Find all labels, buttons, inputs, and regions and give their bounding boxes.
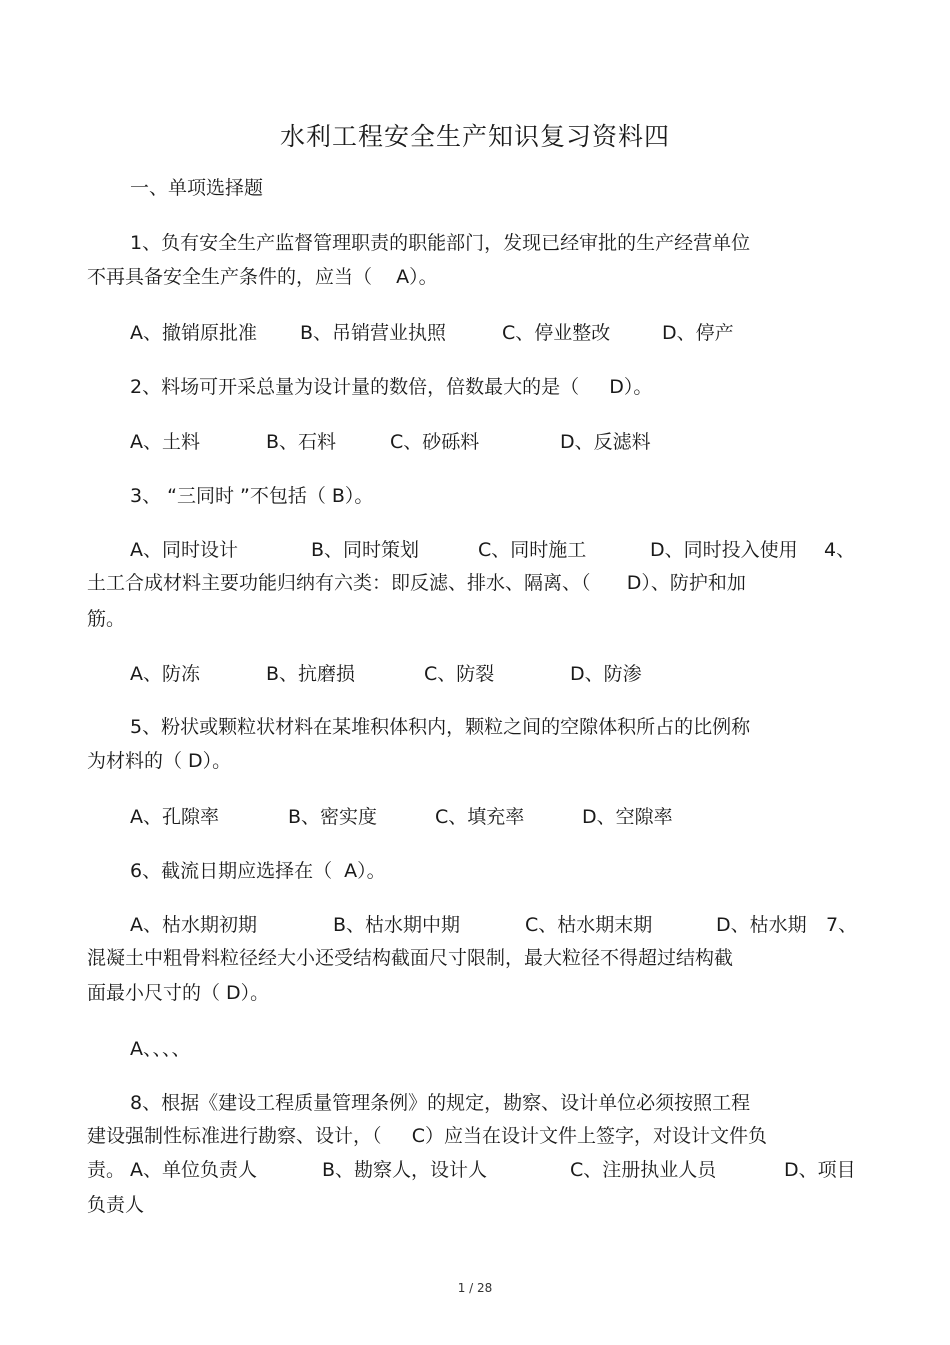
- question-3-line-1: 3、 “三同时 ”不包括（ B）。: [130, 485, 374, 507]
- question-1-line-1: 1、负有安全生产监督管理职责的职能部门，发现已经审批的生产经营单位: [130, 232, 751, 254]
- q1-option-b: B、吊销营业执照: [300, 322, 447, 344]
- q6-option-d: D、枯水期: [716, 914, 807, 936]
- q4-option-a: A、防冻: [130, 663, 200, 685]
- q2-option-b: B、石料: [266, 431, 337, 453]
- section-heading: 一、单项选择题: [130, 177, 264, 199]
- q1-option-c: C、停业整改: [502, 322, 611, 344]
- q6-option-c: C、枯水期末期: [525, 914, 653, 936]
- q2-option-c: C、砂砾料: [390, 431, 480, 453]
- q6-option-a: A、枯水期初期: [130, 914, 257, 936]
- q2-option-d: D、反滤料: [560, 431, 651, 453]
- question-8-line-3-prefix: 责。: [87, 1159, 126, 1181]
- question-4-line-2: 土工合成材料主要功能归纳有六类：即反滤、排水、隔离、（ D）、防护和加: [87, 572, 746, 594]
- q8-option-b: B、勘察人，设计人: [322, 1159, 488, 1181]
- question-7-line-2: 混凝土中粗骨料粒径经大小还受结构截面尺寸限制，最大粒径不得超过结构截: [87, 947, 734, 969]
- q5-option-d: D、空隙率: [582, 806, 673, 828]
- question-5-line-2: 为材料的（ D）。: [87, 750, 232, 772]
- document-title: 水利工程安全生产知识复习资料四: [279, 122, 670, 151]
- q8-option-d: D、项目: [784, 1159, 856, 1181]
- q7-options: A、、、、: [130, 1038, 191, 1060]
- question-7-number: 7、: [826, 914, 858, 936]
- q5-option-b: B、密实度: [288, 806, 378, 828]
- q8-option-c: C、注册执业人员: [570, 1159, 717, 1181]
- q3-option-d: D、同时投入使用: [650, 539, 798, 561]
- q5-option-a: A、孔隙率: [130, 806, 219, 828]
- q4-option-b: B、抗磨损: [266, 663, 356, 685]
- q3-option-c: C、同时施工: [478, 539, 587, 561]
- question-6-line-1: 6、截流日期应选择在（ A）。: [130, 860, 386, 882]
- q3-option-a: A、同时设计: [130, 539, 238, 561]
- question-8-line-4: 负责人: [87, 1194, 145, 1216]
- q8-option-a: A、单位负责人: [130, 1159, 257, 1181]
- question-1-line-2: 不再具备安全生产条件的，应当（ A）。: [87, 266, 438, 288]
- question-2-line-1: 2、料场可开采总量为设计量的数倍，倍数最大的是（ D）。: [130, 376, 653, 398]
- q4-option-d: D、防渗: [570, 663, 642, 685]
- q4-option-c: C、防裂: [424, 663, 495, 685]
- q6-option-b: B、枯水期中期: [333, 914, 461, 936]
- q3-option-b: B、同时策划: [311, 539, 420, 561]
- q1-option-d: D、停产: [662, 322, 734, 344]
- q2-option-a: A、土料: [130, 431, 200, 453]
- q1-option-a: A、撤销原批准: [130, 322, 257, 344]
- question-4-number: 4、: [824, 539, 856, 561]
- q5-option-c: C、填充率: [435, 806, 525, 828]
- page-number: 1 / 28: [457, 1281, 493, 1295]
- question-4-line-3: 筋。: [87, 608, 126, 630]
- question-8-line-1: 8、根据《建设工程质量管理条例》的规定，勘察、设计单位必须按照工程: [130, 1092, 751, 1114]
- question-8-line-2: 建设强制性标准进行勘察、设计，（ C）应当在设计文件上签字，对设计文件负: [87, 1125, 767, 1147]
- question-5-line-1: 5、粉状或颗粒状材料在某堆积体积内，颗粒之间的空隙体积所占的比例称: [130, 716, 751, 738]
- question-7-line-3: 面最小尺寸的（ D）。: [87, 982, 270, 1004]
